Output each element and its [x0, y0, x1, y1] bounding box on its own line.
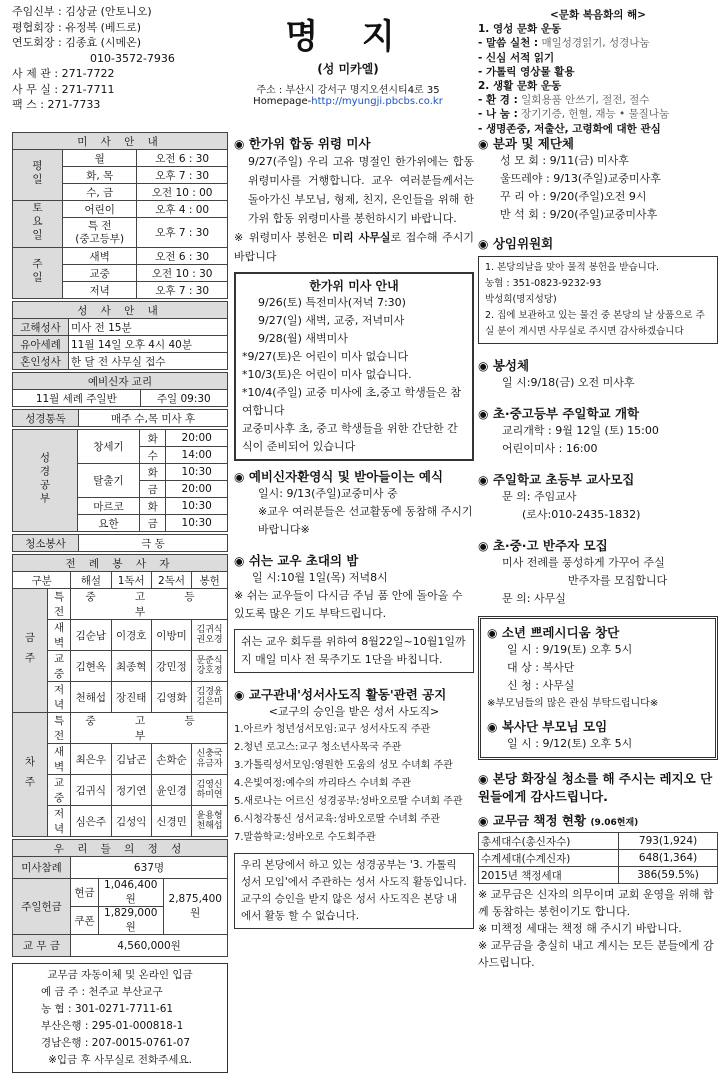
- section-heading: ◉ 주일학교 초등부 교사모집: [478, 472, 635, 487]
- right-column: ◉ 분과 및 제단체 성 모 회 : 9/11(금) 미사후 울뜨레야 : 9/13(주일)교중미사후 꾸 리 아 : 9/20(주일)오전 9시 반 석 회 : 9/20(주일)교중미사후 ◉ 상임위원회 1. 본당의날을 맞아 물적 봉헌을 받습니다. 농협 : 351-0823-9232-93 박성희(명지성당) 2. 집에 보관하고 있는 물건 중 본당의 날 상품으로 주실 분이 계시면 사무실로 주시면 감사하겠습니다 ◉ 봉성체 일 시:9/18(금) 오전 미사후 ◉ 초·중고등부 주일학교 개학 교리개학 : 9월 12일 (토) 15:00 어린이미사 : 16:00 ◉ 주일학교 초등부 교사모집 문 의: 주임교사 (로사:010-2435-1832) ◉ 초·중·고 반주자 모집 미사 전례를 풍성하게 가꾸어 주실 반주자를 모집합니다 문 의: 사무실 ◉ 소년 쁘레시디움 창단 일 시 : 9/19(토) 오후 5시 대 상 : 복사단 신 청 : 사무실 ※부모님들의 많은 관심 부탁드립니다※ ◉ 복사단 부모님 모임 일 시 : 9/12(토) 오후 5시 ◉ 본당 화장실 청소를 해 주시는 레지오 단원들에게 감사드립니다. ◉ 교무금 책정 현황 (9.06현재) 총세대수(총신자수) 793(1,924) 수계세대(수계신자) 648(1,364) 2015년 책정세대 386(59.5%) ※ 교무금은 신자의 의무이며 교회 운영을 위해 함께 동참하는 봉헌이기도 합니다. ※ 미책정 세대는 책정 해 주시기 바랍니다. ※ 교무금을 충실히 내고 계시는 모든 분들에게 감사드립니다.: [478, 132, 718, 971]
- tithe-status-table: 총세대수(총신자수) 793(1,924) 수계세대(수계신자) 648(1,364) 2015년 책정세대 386(59.5%): [478, 832, 718, 884]
- mass-schedule-title: 미 사 안 내: [13, 133, 228, 150]
- section-heading: ◉ 상임위원회: [478, 236, 554, 251]
- sunday-label: 주일: [13, 248, 63, 299]
- culture-line: 1. 영성 문화 운동: [478, 23, 562, 36]
- section-heading: ◉ 한가위 합동 위령 미사: [234, 136, 371, 151]
- catechumen-table: 예비신자 교리 11월 세례 주일반 주일 09:30: [12, 372, 228, 407]
- homepage-line: Homepage-http://myungji.pbcbs.co.kr: [253, 96, 443, 107]
- bank-transfer-box: 교무금 자동이체 및 온라인 입금 예 금 주 : 천주교 부산교구 농 협 : 301-0271-7711-61 부산은행 : 295-01-000818-1 경남은행 : 207-0015-0761-07 ※입금 후 사무실로 전화주세요.: [12, 963, 228, 1073]
- weekday-label: 평일: [13, 150, 63, 201]
- staff-row: 사 제 관 : 271-7722: [12, 67, 115, 80]
- bullet-icon: ◉: [478, 473, 489, 487]
- homepage-link[interactable]: http://myungji.pbcbs.co.kr: [311, 96, 443, 107]
- section-heading: ◉ 복사단 부모님 모임: [487, 719, 608, 734]
- bullet-icon: ◉: [478, 359, 489, 373]
- cleaning-duty-table: 청소봉사 극 동: [12, 534, 228, 552]
- offering-table: 우 리 들 의 정 성 미사참례 637명 주일헌금 현금 1,046,400원 2,875,400원 쿠폰 1,829,000원 교 무 금 4,560,000원: [12, 839, 228, 957]
- staff-row: 주임신부 : 김상균 (안토니오): [12, 5, 152, 18]
- bullet-icon: ◉: [478, 407, 489, 421]
- presidium-box: ◉ 소년 쁘레시디움 창단 일 시 : 9/19(토) 오후 5시 대 상 : 복사단 신 청 : 사무실 ※부모님들의 많은 관심 부탁드립니다※ ◉ 복사단 부모님 모임 일 시 : 9/12(토) 오후 5시: [478, 616, 718, 760]
- culture-evangelization-box: [478, 8, 718, 136]
- section-heading: ◉ 예비신자환영식 및 받아들이는 예식: [234, 469, 444, 484]
- apostolate-list: 1.아르카 청년성서모임:교구 성서사도직 주관 2.청년 로고스:교구 청소년사목국 주관 3.가톨릭성서모임:영원한 도움의 성모 수녀회 주관 4.은빛여정:예수의 까리타스 수녀회 주관 5.새로나는 어르신 성경공부:성바오로딸 수녀회 주관 6.시청각통신 성서교육:성바오로딸 수녀회 주관 7.말씀학교:성바오로 수도회주관: [234, 724, 463, 843]
- bullet-icon: ◉: [478, 814, 489, 828]
- bullet-icon: ◉: [478, 137, 489, 151]
- bullet-icon: ◉: [487, 626, 498, 640]
- culture-line: - 가톨릭 영상물 활용: [478, 65, 575, 78]
- bullet-icon: ◉: [478, 237, 489, 251]
- liturgy-servers-table: 전 례 봉 사 자 구분 해설 1독서 2독서 봉헌 금 주 특전 중 고 등 부 새벽 김순남 이경호 이방미 김귀식 권오경 교중 김현옥 최종혁 강민정 문준식 강호정 저녁 천해섭 장진태 김영화 김경윤 김은미 차 주 특전 중 고 등 부 새벽 최은우 김남곤 손화순 신충국 유금자 교중 김귀식 정기연 윤인경 김영신 하미연 저녁 심은주 김성익 신경민 윤용형 천해섭: [12, 554, 228, 837]
- bullet-icon: ◉: [487, 720, 498, 734]
- section-heading: ◉ 초·중·고 반주자 모집: [478, 538, 608, 553]
- culture-line: - 나 눔 : 장기기증, 헌혈, 재능 • 물질나눔: [478, 108, 670, 121]
- bible-study-table: 성경공부 창세기 화 20:00 수 14:00 탈출기 화 10:30 금 20:00 마르코 화 10:30 요한 금 10:30: [12, 429, 228, 532]
- parish-staff-info: [12, 4, 212, 113]
- parish-address: 주소 : 부산시 강서구 명지오션시티4로 35: [256, 85, 440, 96]
- staff-row: 010-3572-7936: [90, 51, 175, 65]
- mass-schedule-table: 미 사 안 내 평일 월 오전 6 : 30 화, 목 오후 7 : 30 수, 금 오전 10 : 00 토요일 어린이 오후 4 : 00 특 전 (중고등부) 오후 7 : 30 주일 새벽 오전 6 : 30 교중 오전 10 : 30 저녁 오후 7 : 30: [12, 132, 228, 299]
- bullet-icon: ◉: [478, 539, 489, 553]
- bullet-icon: ◉: [234, 688, 245, 702]
- section-heading: ◉ 봉성체: [478, 358, 530, 373]
- section-heading: ◉ 본당 화장실 청소를 해 주시는 레지오 단원들에게 감사드립니다.: [478, 771, 713, 804]
- culture-line: - 신심 서적 읽기: [478, 51, 555, 64]
- tithe-notes: ※ 교무금은 신자의 의무이며 교회 운영을 위해 함께 동참하는 봉헌이기도 합니다. ※ 미책정 세대는 책정 해 주시기 바랍니다. ※ 교무금을 충실히 내고 계시는 모든 분들에게 감사드립니다.: [478, 888, 714, 969]
- section-note: ※ 위령미사 봉헌은 미리 사무실로 접수해 주시기 바랍니다: [234, 231, 475, 263]
- prayer-box: 쉬는 교우 회두를 위하여 8월22일~10월1일까지 매일 미사 전 묵주기도 1단을 바칩니다.: [234, 629, 474, 673]
- section-heading: ◉ 교무금 책정 현황 (9.06현재): [478, 813, 639, 828]
- culture-line: - 환 경 : 일회용품 안쓰기, 절전, 절수: [478, 94, 650, 107]
- section-heading: ◉ 분과 및 제단체: [478, 136, 574, 151]
- sacrament-table: 성 사 안 내 고해성사 미사 전 15분 유아세례 11월 14일 오후 4시 40분 혼인성사 한 달 전 사무실 접수: [12, 301, 228, 370]
- masthead: [222, 18, 474, 107]
- section-heading: ◉ 교구관내'성서사도직 활동'관련 공지: [234, 687, 447, 702]
- staff-row: 연도회장 : 김종효 (시메온): [12, 36, 142, 49]
- chuseok-mass-box: 한가위 미사 안내 9/26(토) 특전미사(저녁 7:30) 9/27(일) 새벽, 교중, 저녁미사 9/28(월) 새벽미사 *9/27(토)은 어린이 미사 없습니다 *10/3(토)은 어린이 미사 없습니다. *10/4(주일) 교중 미사에 초,중고 학생들은 참여합니다 교중미사후 초, 중고 학생들을 위한 간단한 간식이 준비되어 있습니다: [234, 272, 474, 461]
- staff-row: 사 무 실 : 271-7711: [12, 82, 115, 96]
- bullet-icon: ◉: [234, 554, 245, 568]
- section-heading: ◉ 소년 쁘레시디움 창단: [487, 625, 620, 640]
- culture-line: - 말씀 실천 : 매일성경읽기, 성경나눔: [478, 37, 650, 50]
- saturday-label: 토요일: [13, 201, 63, 248]
- middle-column: ◉ 한가위 합동 위령 미사 9/27(주일) 우리 고유 명절인 한가위에는 합동 위령미사를 거행합니다. 교우 여러분들께서는 돌아가신 부모님, 형제, 친지, 은인들을 위해 한가위 합동 위령미사를 봉헌하시기 바랍니다. ※ 위령미사 봉헌은 미리 사무실로 접수해 주시기 바랍니다 한가위 미사 안내 9/26(토) 특전미사(저녁 7:30) 9/27(일) 새벽, 교중, 저녁미사 9/28(월) 새벽미사 *9/27(토)은 어린이 미사 없습니다 *10/3(토)은 어린이 미사 없습니다. *10/4(주일) 교중 미사에 초,중고 학생들은 참여합니다 교중미사후 초, 중고 학생들을 위한 간단한 간식이 준비되어 있습니다 ◉ 예비신자환영식 및 받아들이는 예식 일시: 9/13(주일)교중미사 중 ※교우 여러분들은 선교활동에 동참해 주시기 바랍니다※ ◉ 쉬는 교우 초대의 밤 일 시:10월 1일(목) 저녁8시 ※ 쉬는 교우들이 다시금 주님 품 안에 돌아올 수 있도록 많은 기도 부탁드립니다. 쉬는 교우 회두를 위하여 8월22일~10월1일까지 매일 미사 전 묵주기도 1단을 바칩니다. ◉ 교구관내'성서사도직 활동'관련 공지 <교구의 승인을 받은 성서 사도직> 1.아르카 청년성서모임:교구 성서사도직 주관 2.청년 로고스:교구 청소년사목국 주관 3.가톨릭성서모임:영원한 도움의 성모 수녀회 주관 4.은빛여정:예수의 까리타스 수녀회 주관 5.새로나는 어르신 성경공부:성바오로딸 수녀회 주관 6.시청각통신 성서교육:성바오로딸 수녀회 주관 7.말씀학교:성바오로 수도회주관 우리 본당에서 하고 있는 성경공부는 '3. 가톨릭 성서 모임'에서 주관하는 성서 사도직 활동입니다. 교구의 승인을 받지 않은 성서 사도직은 본당 내에서 활동 할 수 없습니다.: [234, 132, 474, 929]
- bullet-icon: ◉: [234, 137, 245, 151]
- section-heading: ◉ 쉬는 교우 초대의 밤: [234, 553, 359, 568]
- culture-line: 2. 생활 문화 운동: [478, 80, 562, 93]
- bullet-icon: ◉: [478, 772, 489, 786]
- bulletin-title: 명 지: [285, 17, 411, 57]
- section-heading: ◉ 초·중고등부 주일학교 개학: [478, 406, 640, 421]
- culture-title: <문화 복음화의 해>: [550, 9, 646, 21]
- left-column: [12, 132, 228, 1073]
- section-body: 9/27(주일) 우리 고유 명절인 한가위에는 합동 위령미사를 거행합니다. 교우 여러분들께서는 돌아가신 부모님, 형제, 친지, 은인들을 위해 한가위 합동 위령미사를 봉헌하시기 바랍니다.: [248, 155, 474, 225]
- staff-row: 평협회장 : 유정복 (베드로): [12, 20, 142, 34]
- bible-study-note-box: 우리 본당에서 하고 있는 성경공부는 '3. 가톨릭 성서 모임'에서 주관하는 성서 사도직 활동입니다. 교구의 승인을 받지 않은 성서 사도직은 본당 내에서 활동 할 수 없습니다.: [234, 853, 474, 929]
- bulletin-subtitle: (성 미카엘): [317, 62, 379, 76]
- committee-box: 1. 본당의날을 맞아 물적 봉헌을 받습니다. 농협 : 351-0823-9232-93 박성희(명지성당) 2. 집에 보관하고 있는 물건 중 본당의 날 상품으로 주실 분이 계시면 사무실로 주시면 감사하겠습니다: [478, 256, 718, 344]
- bullet-icon: ◉: [234, 470, 245, 484]
- bible-reading-table: 성경통독 매주 수,목 미사 후: [12, 409, 228, 427]
- culture-line: - 생명존중, 저출산, 고령화에 대한 관심: [478, 122, 661, 135]
- staff-row: 팩 스 : 271-7733: [12, 98, 101, 111]
